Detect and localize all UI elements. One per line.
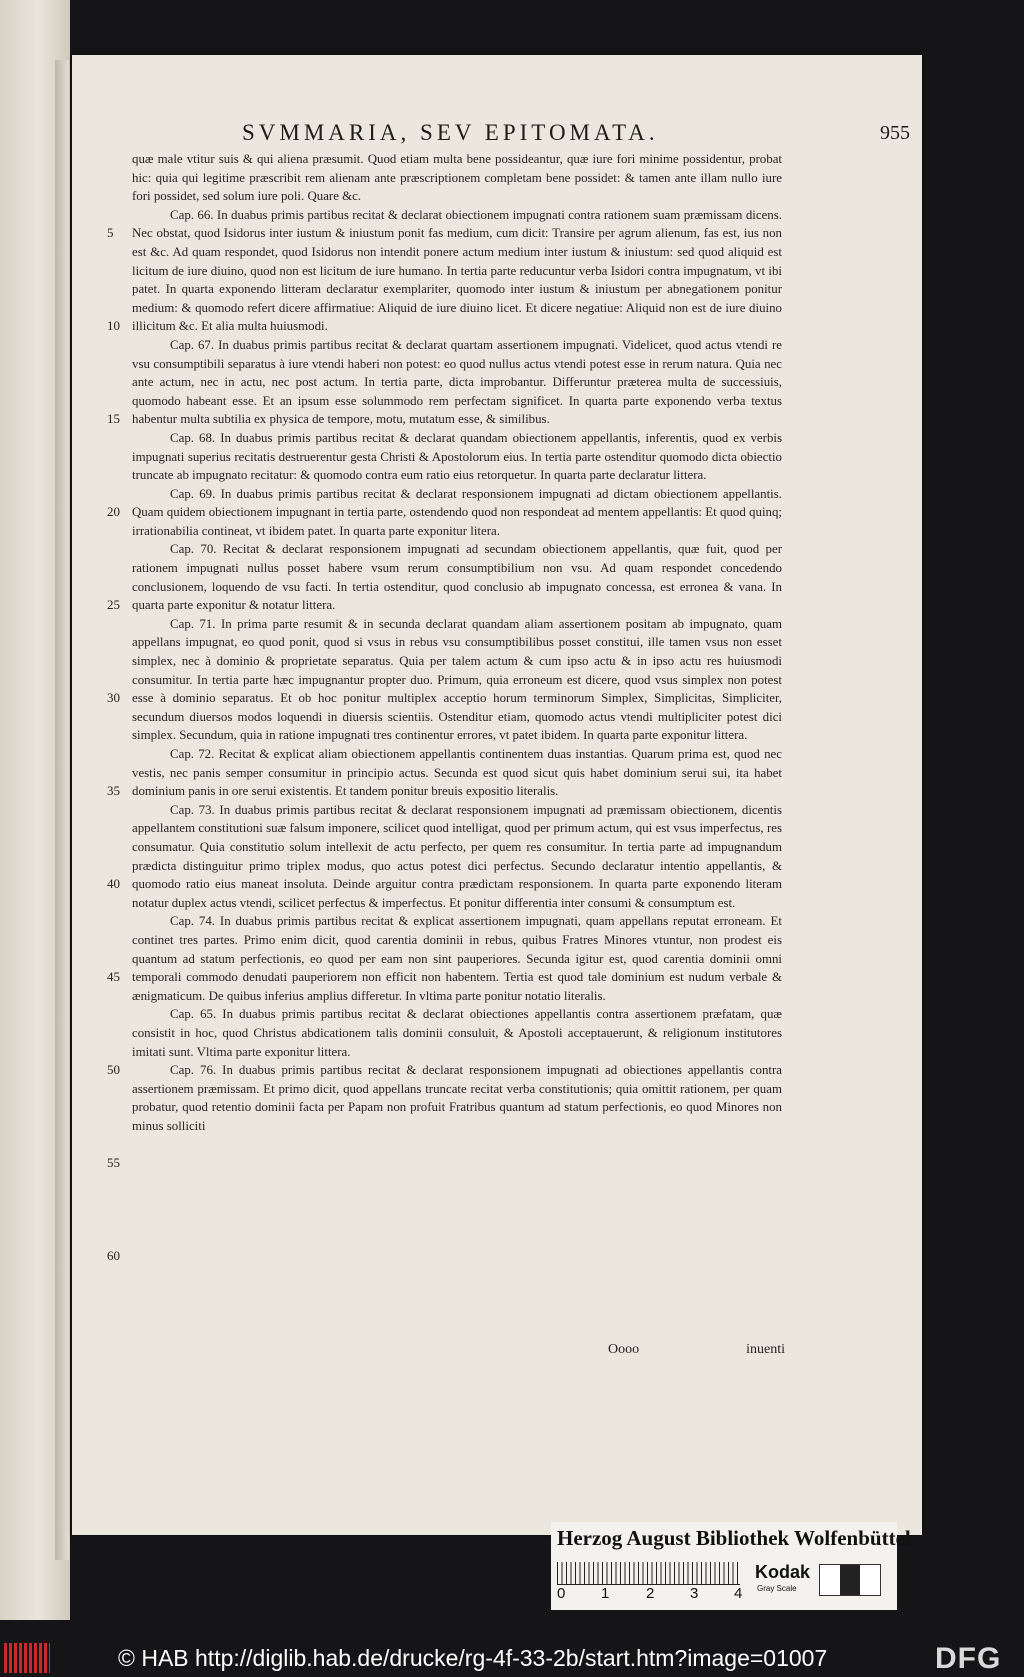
hab-logo-icon: [4, 1643, 50, 1673]
paragraph: Cap. 65. In duabus primis partibus recitat & declarat obiectiones appellantis contra assertionem præfatam, quæ consistit in hoc, quod Christus abdicationem talis dominii consuluit, & Apostoli acceptauerunt, & religionum institutores imitati sunt. Vltima parte exponitur littera.: [132, 1007, 782, 1059]
paragraph: Cap. 66. In duabus primis partibus recitat & declarat obiectionem impugnati contra rationem suam præmissam dicens. Nec obstat, quod Isidorus inter iustum & iniustum ponit fas medium, cum dicit: Transire per agrum alienum, fas est, ius non est &c. Ad quam respondet, quod Isidorus non intendit ponere actum medium inter iustum & iniustum: sed quod aliquid est licitum de iure diuino, quod non est licitum de iure humano. In tertia parte reducuntur verba Isidori contra impugnatum, vt ibi patet. In quarta exponendo litteram declaratur exemplariter, quomodo inter iustum & iniustum per abnegationem ponitur medium: & quomodo refert dicere affirmatiue: Aliquid de iure diuino licet. Et dicere negatiue: Aliquid non est de iure diuino illicitum &c. Et alia multa huiusmodi.: [132, 207, 782, 334]
gray-scale-swatch: [819, 1564, 881, 1596]
attribution-bar: [0, 1640, 1024, 1677]
line-number: 60: [107, 1248, 120, 1263]
line-number: 25: [107, 597, 120, 612]
line-number: 45: [107, 969, 120, 984]
archive-color-card: [551, 1522, 911, 1610]
gray-scale-label: Gray Scale: [757, 1584, 797, 1593]
kodak-logo: Kodak: [755, 1562, 811, 1582]
line-number: 35: [107, 783, 120, 798]
paragraph: Cap. 74. In duabus primis partibus recitat & explicat assertionem impugnati, quam appellans reputat erroneam. Et continet tres partes. Primo enim dicit, quod carentia dominii in rebus, quibus Fratres Minores vtuntur, non prodest eis quantum ad statum perfectionis, eo quod per eam non sint pauperiores. Secunda igitur est, quod carentia dominii omni temporali commodo denudati pauperiorem non efficit non habentem. Tertia est quod tale dominium est nudum verbale & ænigmaticum. De quibus inferius amplius differetur. In vltima parte ponitur notatio literalis.: [132, 914, 782, 1003]
dfg-logo: DFG: [935, 1642, 1002, 1675]
book-page-edge-shadow: [55, 60, 69, 1560]
page-header: [170, 120, 910, 150]
paragraph: Cap. 67. In duabus primis partibus recitat & declarat quartam assertionem impugnati. Videlicet, quod actus vtendi re vsu consumptibili separatus à iure vtendi haberi non potest: eo quod nullus actus vtendi potest esse in rerum natura. Quia nec ante actum, nec in actu, nec post actum. In tertia parte, dicta improbantur. Differuntur præterea multa de successiuis, quomodo habeant esse. Et an ipsum esse solummodo rem perfectam significet. In quarta parte exponendo verba textus habentur multa subtilia ex physica de tempore, motu, mutatum esse, & similibus.: [132, 337, 782, 427]
paragraph: Cap. 76. In duabus primis partibus recitat & declarat responsionem impugnati ad obiectiones appellantis contra assertionem præmissam. Et primo dicit, quod appellans truncate recitat verba constitutionis; quia omittit rationem, per quam probatur, quod retentio dominii facta per Papam non profuit Fratribus quantum ad statum perfectionis, eo quod Minores non minus solliciti: [132, 1063, 782, 1133]
line-number: 5: [107, 225, 114, 240]
paragraph: Cap. 73. In duabus primis partibus recitat & declarat responsionem impugnati ad præmissam obiectionem, dicentis appellantem constitutioni suæ falsum imponere, scilicet quod intelligat, quod per primum actum, qui est vsus imperfectus, res consumatur. Quia constitutio solum intellexit de actu perfecto, per quem res consumitur. In tertia parte ad impugnandum prædicta distinguitur primo triplex modus, quo actus potest dici perfectus. Secundo declaratur intentio appellantis, & quomodo ratio eius maneat insoluta. Deinde arguitur contra prædictam responsionem. In quarta parte exponendo literam notatur duplex actus vtendi, scilicet perfectus & imperfectus. Et ponitur differentia inter consumi & consumptum est.: [132, 802, 782, 910]
line-number: 55: [107, 1155, 120, 1170]
paragraph: Cap. 72. Recitat & explicat aliam obiectionem appellantis continentem duas instantias. Quarum prima est, quod nec vestis, nec panis semper consumitur in principio actus. Secunda est quod sicut quis habet dominium serui sui, ita habet dominium panis in ore serui existentis. Et tandem ponitur breuis expositio literalis.: [132, 747, 782, 799]
copyright-url[interactable]: © HAB http://diglib.hab.de/drucke/rg-4f-33-2b/start.htm?image=01007: [118, 1645, 828, 1671]
catchword: inuenti: [746, 1342, 785, 1357]
paragraph: quæ male vtitur suis & qui aliena præsumit. Quod etiam multa bene possideantur, quæ iure fori minime possidentur, probat hic: quia qui legitime præscribit rem alienam ante præscriptionem completam bene possidet: & tamen ante illam nullo iure fori possidet, sed solum iure poli. Quare &c.: [132, 152, 782, 204]
line-number: 10: [107, 318, 120, 333]
page-footer: [600, 1342, 785, 1362]
paragraph: Cap. 69. In duabus primis partibus recitat & declarat responsionem impugnati ad dictam obiectionem appellantis. Quam quidem obiectionem impugnant in tertia parte, ostendendo quod non respondeat ad mentem appellantis: Et quod quinq; irrationabilia contineat, vt ibidem patet. In quarta parte exponitur litera.: [132, 486, 782, 538]
scale-ruler: [557, 1562, 740, 1585]
page-number: 955: [880, 122, 910, 144]
ruler-number: 0: [557, 1585, 566, 1602]
ruler-number: 1: [601, 1585, 610, 1602]
ruler-number: 4: [734, 1585, 743, 1602]
line-number: 50: [107, 1062, 120, 1077]
line-number: 40: [107, 876, 120, 891]
line-number: 30: [107, 690, 120, 705]
running-title: SVMMARIA, SEV EPITOMATA.: [242, 120, 659, 145]
paragraph: Cap. 70. Recitat & declarat responsionem impugnati ad secundam obiectionem appellantis, quæ fuit, quod per rationem impugnati nullus posset habere vsum rerum consumptibilium non vsu. Ad quam respondet concedendo conclusionem, loquendo de vsu facti. In tertia ostenditur, quod conclusio ab impugnato concessa, est erronea & vana. In quarta parte exponitur & notatur littera.: [132, 542, 782, 613]
library-name: Herzog August Bibliothek Wolfenbüttel: [557, 1526, 911, 1550]
signature-mark: Oooo: [608, 1342, 640, 1357]
line-number: 15: [107, 411, 120, 426]
paragraph: Cap. 68. In duabus primis partibus recitat & declarat quandam obiectionem appellantis, inferentis, quod ex verbis impugnati superius recitatis destruerentur gesta Christi & Apostolorum eius. In tertia parte ostenditur quomodo dicta obiectio truncate ab impugnato recitatur: & quomodo contra eum ratio eius retorquetur. In quarta parte declaratur littera.: [132, 430, 782, 483]
line-number: 20: [107, 504, 120, 519]
text-body: [132, 150, 782, 1135]
ruler-number: 3: [690, 1585, 699, 1602]
ruler-number: 2: [646, 1585, 655, 1602]
paragraph: Cap. 71. In prima parte resumit & in secunda declarat quandam aliam assertionem positam ab impugnato, quam appellans impugnat, eo quod ponit, quod si vsus in rebus vsu consumptibilibus posset constitui, ille tamen vsus non esset simplex, nec à dominio & proprietate separatus. Quia per talem actum & cum ipso actu & in ipso actu res huiusmodi consumitur. In tertia parte hæc impugnantur propter duo. Primum, quia erroneum est dicere, quod vsus simplex non potest esse à dominio separatus. Et ob hoc ponitur multiplex acceptio horum terminorum Simplex, Simplicitas, Simpliciter, secundum diuersos modos loquendi in diuersis scientiis. Ostenditur etiam, quomodo actus vtendi multipliciter potest dici simplex. Secundum, quia in ratione impugnati tres continentur errores, vt patet ibidem. In quarta parte exponitur littera.: [132, 616, 782, 743]
